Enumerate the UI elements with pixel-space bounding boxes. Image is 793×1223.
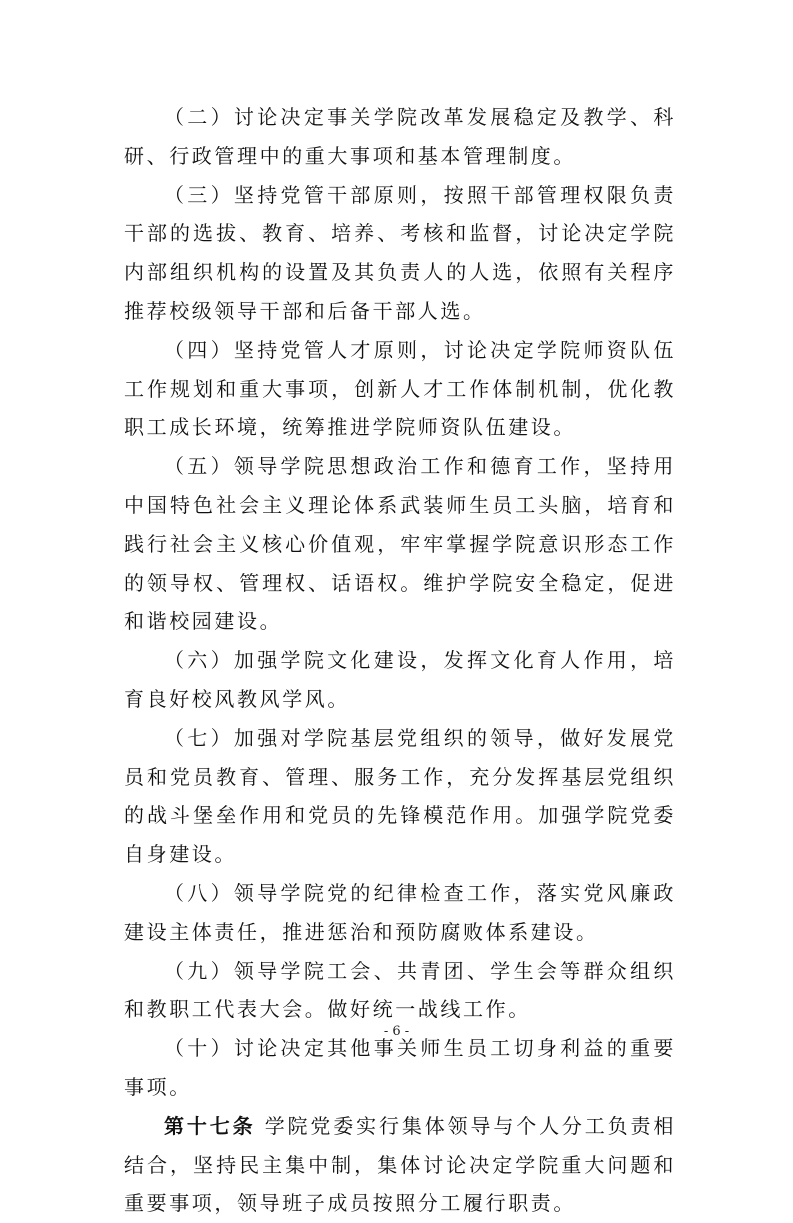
article-17-heading: 第十七条 (164, 1113, 256, 1138)
article-17-paragraph (124, 1107, 676, 1223)
paragraph-item-5: （五）领导学院思想政治工作和德育工作，坚持用中国特色社会主义理论体系武装师生员工头脑，培育和践行社会主义核心价值观，牢牢掌握学院意识形态工作的领导权、管理权、话语权。维护学院安全稳定，促进和谐校园建设。 (124, 454, 676, 634)
paragraph-item-2: （二）讨论决定事关学院改革发展稳定及教学、科研、行政管理中的重大事项和基本管理制度。 (124, 105, 676, 168)
paragraph-item-7: （七）加强对学院基层党组织的领导，做好发展党员和党员教育、管理、服务工作，充分发挥基层党组织的战斗堡垒作用和党员的先锋模范作用。加强学院党委自身建设。 (124, 725, 676, 867)
article-17-text: 学院党委实行集体领导与个人分工负责相结合，坚持民主集中制，集体讨论决定学院重大问题和重要事项，领导班子成员按照分工履行职责。 (124, 1113, 676, 1216)
paragraph-item-6: （六）加强学院文化建设，发挥文化育人作用，培育良好校风教风学风。 (124, 648, 676, 711)
paragraph-item-10: （十）讨论决定其他事关师生员工切身利益的重要事项。 (124, 1036, 676, 1099)
paragraph-item-8: （八）领导学院党的纪律检查工作，落实党风廉政建设主体责任，推进惩治和预防腐败体系建设。 (124, 880, 676, 944)
paragraph-item-3: （三）坚持党管干部原则，按照干部管理权限负责干部的选拔、教育、培养、考核和监督，讨论决定学院内部组织机构的设置及其负责人的人选，依照有关程序推荐校级领导干部和后备干部人选。 (124, 182, 676, 323)
page-number: - 6 - (383, 1024, 410, 1039)
paragraph-item-9: （九）领导学院工会、共青团、学生会等群众组织和教职工代表大会。做好统一战线工作。 (124, 958, 676, 1022)
paragraph-item-4: （四）坚持党管人才原则，讨论决定学院师资队伍工作规划和重大事项，创新人才工作体制机制，优化教职工成长环境，统筹推进学院师资队伍建设。 (124, 337, 676, 440)
document-body (124, 98, 676, 1223)
